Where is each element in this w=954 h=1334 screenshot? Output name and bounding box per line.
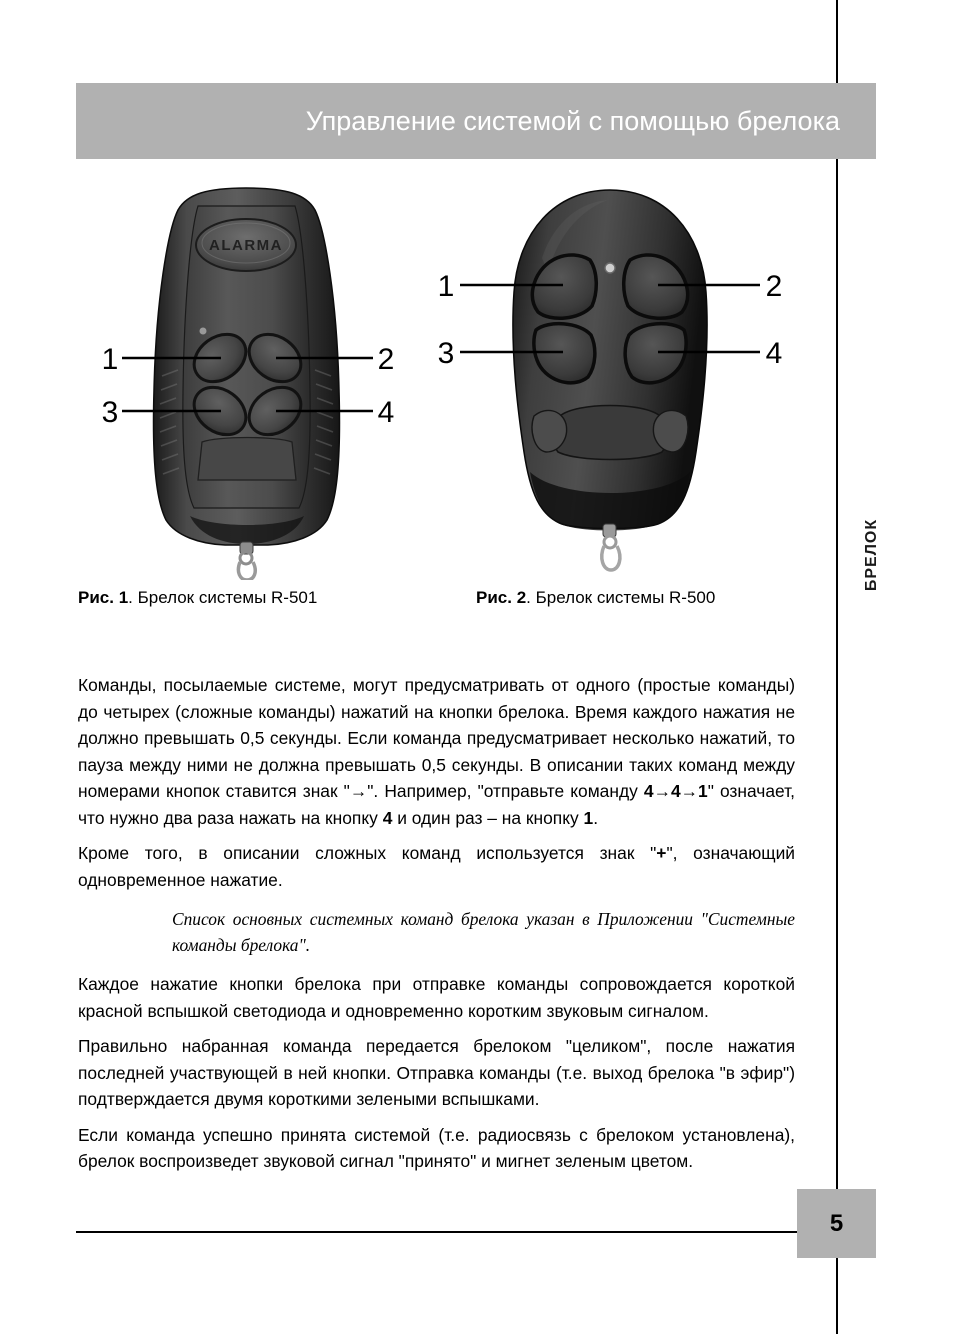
r501-lower-panel [198,438,296,481]
arrow-glyph-2: → [653,781,671,801]
r501-logo-badge [196,219,296,271]
page-header-bar [76,83,876,159]
figure-r501-illustration [90,180,410,580]
r500-label-4: 4 [765,337,783,370]
page-number: 5 [829,1209,844,1237]
figure-captions [76,588,798,612]
r500-label-2: 2 [765,270,783,303]
paragraph-plus-sign [78,840,795,893]
figure-r501 [90,180,410,580]
plus-glyph: + [656,843,667,863]
r501-label-3: 3 [101,396,119,429]
figures-row [76,180,798,580]
caption-figure-2-text: . Брелок системы R-500 [526,588,716,607]
paragraph-acknowledge: Если команда успешно принята системой (т.е. радиосвязь с брелоком установлена), брелок воспроизведет звуковой сигнал "принято" и мигнет зеленым цветом. [78,1124,795,1171]
r500-body [513,190,707,570]
para1-part-b: ". Например, "отправьте команду [367,781,644,801]
r501-led-indicator [200,328,207,335]
paragraph-appendix-note: Список основных системных команд брелока указан в Приложении "Системные команды брелока". [172,909,795,955]
r501-label-1: 1 [101,343,119,376]
para1-key-4a: 4 [643,781,654,801]
r501-label-2: 2 [377,343,395,376]
caption-figure-2-prefix: Рис. 2 [476,588,527,607]
caption-figure-1-text: . Брелок системы R-501 [128,588,318,607]
para1-part-d: и один раз – на кнопку [392,807,584,828]
page-title: Управление системой с помощью брелока [305,105,840,136]
r500-lower-panel [552,406,668,460]
caption-figure-2 [476,588,715,608]
para2-part-a: Кроме того, в описании сложных команд используется знак " [78,843,657,863]
r500-label-3: 3 [437,337,455,370]
r501-logo-text: ALARMA [209,237,283,254]
paragraph-commands-overview [78,672,795,831]
para1-key-4b: 4 [670,781,681,801]
para1-key-1: 1 [698,781,708,801]
r501-body [154,188,340,580]
r500-keyring [602,524,620,570]
para1-part-c: " означает, что нужно два раза нажать на кнопку [78,781,795,828]
figure-r500 [430,180,790,580]
r500-label-1: 1 [437,270,455,303]
footer-rule [76,1231,798,1233]
paragraph-led-beep: Каждое нажатие кнопки брелока при отправке команды сопровождается короткой красной вспышкой светодиода и одновременно коротким звуковым сигналом. [78,974,795,1021]
r501-label-4: 4 [377,396,395,429]
section-side-tab [852,490,892,620]
caption-figure-1 [78,588,317,608]
caption-figure-1-prefix: Рис. 1 [78,588,129,607]
figure-r500-illustration [430,180,790,580]
arrow-glyph-3: → [680,781,699,801]
page-number-box [797,1189,876,1258]
para1-key-1b: 1 [583,807,594,828]
body-text [78,672,795,1175]
para1-part-e: . [593,807,599,828]
para1-part-a: Команды, посылаемые системе, могут предусматривать от одного (простые команды) до четырех (сложные команды) нажатий на кнопки брелока. Время каждого нажатия не должно превышать 0,5 секунды. Если команда предусматривает несколько нажатий, то пауза между ними не должна превышать 0,5 секунды. В описании таких команд между номерами кнопок ставится знак " [78,675,795,801]
para2-part-b: ", означающий одновременное нажатие. [78,843,795,890]
r500-led-indicator [605,263,615,273]
paragraph-transmission: Правильно набранная команда передается брелоком "целиком", после нажатия последней участвующей в ней кнопки. Отправка команды (т.е. выход брелока "в эфир") подтверждается двумя короткими зелеными вспышками. [78,1036,795,1109]
para1-key-4c: 4 [382,807,393,828]
page-vertical-rule [836,0,838,1334]
arrow-glyph-1: → [349,781,368,801]
r501-keyring [238,542,255,580]
section-side-tab-label: БРЕЛОК [863,518,880,592]
